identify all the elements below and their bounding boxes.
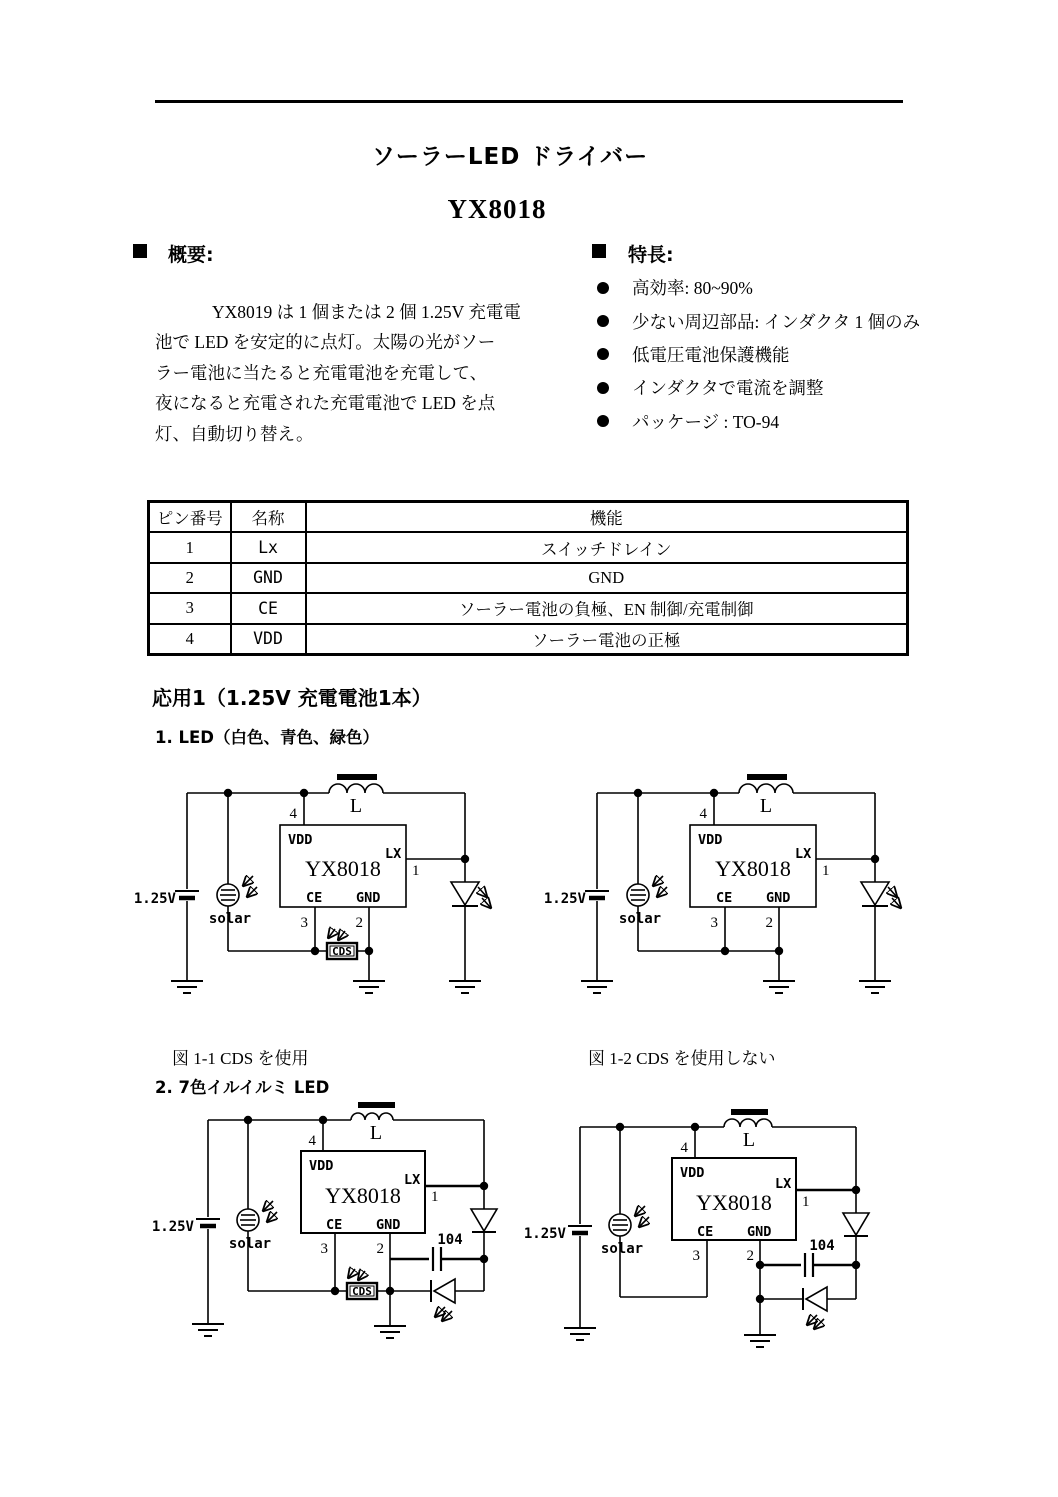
- pin-function-table: [147, 500, 909, 656]
- circle-bullet-icon: [597, 348, 609, 360]
- solar-label: solar: [208, 911, 252, 927]
- capacitor-symbol: [390, 1247, 484, 1271]
- circle-bullet-icon: [597, 282, 609, 294]
- pin-label-lx: LX: [795, 846, 812, 862]
- wires: [597, 793, 875, 981]
- inductor-label: L: [369, 1122, 383, 1144]
- pin-name-cell: GND: [231, 563, 306, 593]
- led-symbol: [861, 882, 900, 907]
- battery-voltage-label: 1.25V: [523, 1226, 566, 1242]
- part-number: YX8018: [447, 194, 547, 224]
- battery-symbol: [568, 1226, 592, 1233]
- application-heading: 応用1（1.25V 充電電池1本）: [152, 686, 432, 710]
- chip-name: YX8018: [696, 1190, 772, 1215]
- pin-label-ce: CE: [697, 1224, 714, 1240]
- circle-bullet-icon: [597, 415, 609, 427]
- diode-symbol: [471, 1209, 497, 1232]
- battery-symbol: [175, 891, 199, 898]
- table-header-row: [149, 502, 908, 533]
- inductor-label: L: [742, 1129, 756, 1151]
- pin-function-cell: ソーラー電池の負極、EN 制御/充電制御: [306, 593, 908, 623]
- circuit-diagram-3-with-cds: [130, 1100, 530, 1390]
- diode-symbol: [843, 1213, 869, 1236]
- cds-photoresistor: [327, 929, 357, 959]
- pin-number-cell: 1: [149, 532, 231, 562]
- pin-number-2: 2: [376, 1241, 384, 1257]
- pin-number-3: 3: [320, 1241, 328, 1257]
- solar-cell-symbol: [609, 1206, 649, 1236]
- feature-text: 低電圧電池保護機能: [632, 344, 790, 365]
- square-bullet-icon: [592, 244, 606, 258]
- battery-voltage-label: 1.25V: [543, 891, 586, 907]
- inductor-symbol: [739, 774, 793, 793]
- pin-number-1: 1: [431, 1189, 439, 1205]
- feature-item: [597, 405, 920, 438]
- pin-number-3: 3: [300, 915, 308, 931]
- pin-number-4: 4: [699, 806, 707, 822]
- pin-function-cell: GND: [306, 563, 908, 593]
- pin-number-cell: 3: [149, 593, 231, 623]
- features-heading: [592, 240, 674, 267]
- pin-label-vdd: VDD: [680, 1165, 705, 1181]
- battery-voltage-label: 1.25V: [133, 891, 176, 907]
- capacitor-symbol: [760, 1253, 856, 1277]
- cds-label: CDS: [332, 945, 352, 958]
- solar-label: solar: [228, 1236, 272, 1252]
- chip-name: YX8018: [325, 1183, 401, 1208]
- inductor-label: L: [349, 795, 363, 817]
- pin-number-1: 1: [802, 1194, 810, 1210]
- battery-symbol: [196, 1219, 220, 1226]
- table-row: [149, 563, 908, 593]
- ground-symbol: [744, 1335, 776, 1347]
- pin-number-4: 4: [289, 806, 297, 822]
- battery-voltage-label: 1.25V: [151, 1219, 194, 1235]
- pin-label-gnd: GND: [356, 890, 381, 906]
- inductor-symbol: [724, 1109, 772, 1127]
- capacitor-value-label: 104: [809, 1238, 835, 1254]
- chip-name: YX8018: [305, 856, 381, 881]
- circuit-diagram-2-no-cds: [540, 770, 940, 1020]
- feature-item: [597, 304, 920, 337]
- overview-line: ラー電池に当たると充電電池を充電して、: [155, 362, 488, 383]
- cds-label: CDS: [352, 1285, 372, 1298]
- feature-text: 少ない周辺部品: インダクタ 1 個のみ: [632, 311, 921, 332]
- pin-label-ce: CE: [326, 1217, 343, 1233]
- table-row: [149, 593, 908, 623]
- pin-number-2: 2: [746, 1248, 754, 1264]
- pin-function-cell: スイッチドレイン: [306, 532, 908, 562]
- ground-symbol: [353, 981, 385, 993]
- pin-label-vdd: VDD: [698, 832, 723, 848]
- feature-item: [597, 371, 920, 404]
- solar-cell-symbol: [237, 1201, 277, 1231]
- pin-label-vdd: VDD: [309, 1158, 334, 1174]
- pin-label-gnd: GND: [376, 1217, 401, 1233]
- led-symbol: [451, 882, 490, 907]
- battery-symbol: [585, 891, 609, 898]
- ground-symbol: [449, 981, 481, 993]
- feature-item: [597, 338, 920, 371]
- capacitor-value-label: 104: [437, 1232, 463, 1248]
- circuit-diagram-1-with-cds: [130, 770, 530, 1020]
- led-symbol: [431, 1279, 455, 1320]
- solar-label: solar: [618, 911, 662, 927]
- overview-line: 夜になると充電された充電電池で LED を点: [155, 393, 496, 414]
- col-header-function: 機能: [306, 502, 908, 533]
- figure-1-1-caption: 図 1-1 CDS を使用: [172, 1049, 309, 1068]
- pin-label-lx: LX: [385, 846, 402, 862]
- application-item-2: 2. 7色イルイルミ LED: [155, 1078, 330, 1097]
- overview-heading-label: 概要:: [168, 244, 214, 266]
- pin-number-2: 2: [765, 915, 773, 931]
- cds-photoresistor: [347, 1269, 377, 1299]
- feature-text: パッケージ : TO-94: [632, 411, 780, 432]
- pin-number-3: 3: [692, 1248, 700, 1264]
- pin-number-cell: 2: [149, 563, 231, 593]
- led-symbol: [803, 1287, 827, 1328]
- application-item-1: 1. LED（白色、青色、緑色）: [155, 728, 379, 747]
- header-rule: [155, 100, 903, 103]
- inductor-label: L: [759, 795, 773, 817]
- col-header-pin-number: ピン番号: [149, 502, 231, 533]
- ground-symbol: [581, 981, 613, 993]
- solar-label: solar: [600, 1241, 644, 1257]
- features-heading-label: 特長:: [628, 244, 674, 266]
- figure-1-2-caption: 図 1-2 CDS を使用しない: [588, 1049, 776, 1068]
- features-list: [597, 271, 920, 438]
- pin-number-3: 3: [710, 915, 718, 931]
- solar-cell-symbol: [217, 876, 257, 906]
- circle-bullet-icon: [597, 382, 609, 394]
- solar-cell-symbol: [627, 876, 667, 906]
- pin-function-cell: ソーラー電池の正極: [306, 624, 908, 655]
- overview-heading: [133, 240, 214, 267]
- pin-label-vdd: VDD: [288, 832, 313, 848]
- pin-number-cell: 4: [149, 624, 231, 655]
- pin-label-gnd: GND: [747, 1224, 772, 1240]
- ground-symbol: [374, 1326, 406, 1338]
- pin-name-cell: Lx: [231, 532, 306, 562]
- pin-label-lx: LX: [775, 1176, 792, 1192]
- feature-item: [597, 271, 920, 304]
- col-header-name: 名称: [231, 502, 306, 533]
- pin-label-ce: CE: [306, 890, 323, 906]
- pin-number-1: 1: [412, 863, 420, 879]
- circuit-diagram-4-no-cds: [520, 1100, 940, 1390]
- chip-name: YX8018: [715, 856, 791, 881]
- pin-name-cell: VDD: [231, 624, 306, 655]
- ground-symbol: [763, 981, 795, 993]
- pin-number-4: 4: [680, 1140, 688, 1156]
- table-row: [149, 532, 908, 562]
- ground-symbol: [171, 981, 203, 993]
- pin-number-4: 4: [308, 1133, 316, 1149]
- pin-name-cell: CE: [231, 593, 306, 623]
- pin-label-lx: LX: [404, 1172, 421, 1188]
- overview-paragraph: [155, 297, 555, 449]
- feature-text: 高効率: 80~90%: [632, 278, 753, 299]
- inductor-symbol: [351, 1102, 395, 1120]
- feature-text: インダクタで電流を調整: [632, 378, 824, 399]
- pin-label-ce: CE: [716, 890, 733, 906]
- inductor-symbol: [329, 774, 383, 793]
- ground-symbol: [564, 1328, 596, 1340]
- table-row: [149, 624, 908, 655]
- pin-number-1: 1: [822, 863, 830, 879]
- circle-bullet-icon: [597, 315, 609, 327]
- ground-symbol: [192, 1324, 224, 1336]
- overview-line: 灯、自動切り替え。: [155, 423, 314, 444]
- pin-number-2: 2: [355, 915, 363, 931]
- pin-label-gnd: GND: [766, 890, 791, 906]
- square-bullet-icon: [133, 244, 147, 258]
- overview-line: YX8019 は 1 個または 2 個 1.25V 充電電: [212, 302, 521, 322]
- document-title: ソーラーLED ドライバー: [371, 144, 649, 170]
- ground-symbol: [859, 981, 891, 993]
- overview-line: 池で LED を安定的に点灯。太陽の光がソー: [155, 332, 496, 353]
